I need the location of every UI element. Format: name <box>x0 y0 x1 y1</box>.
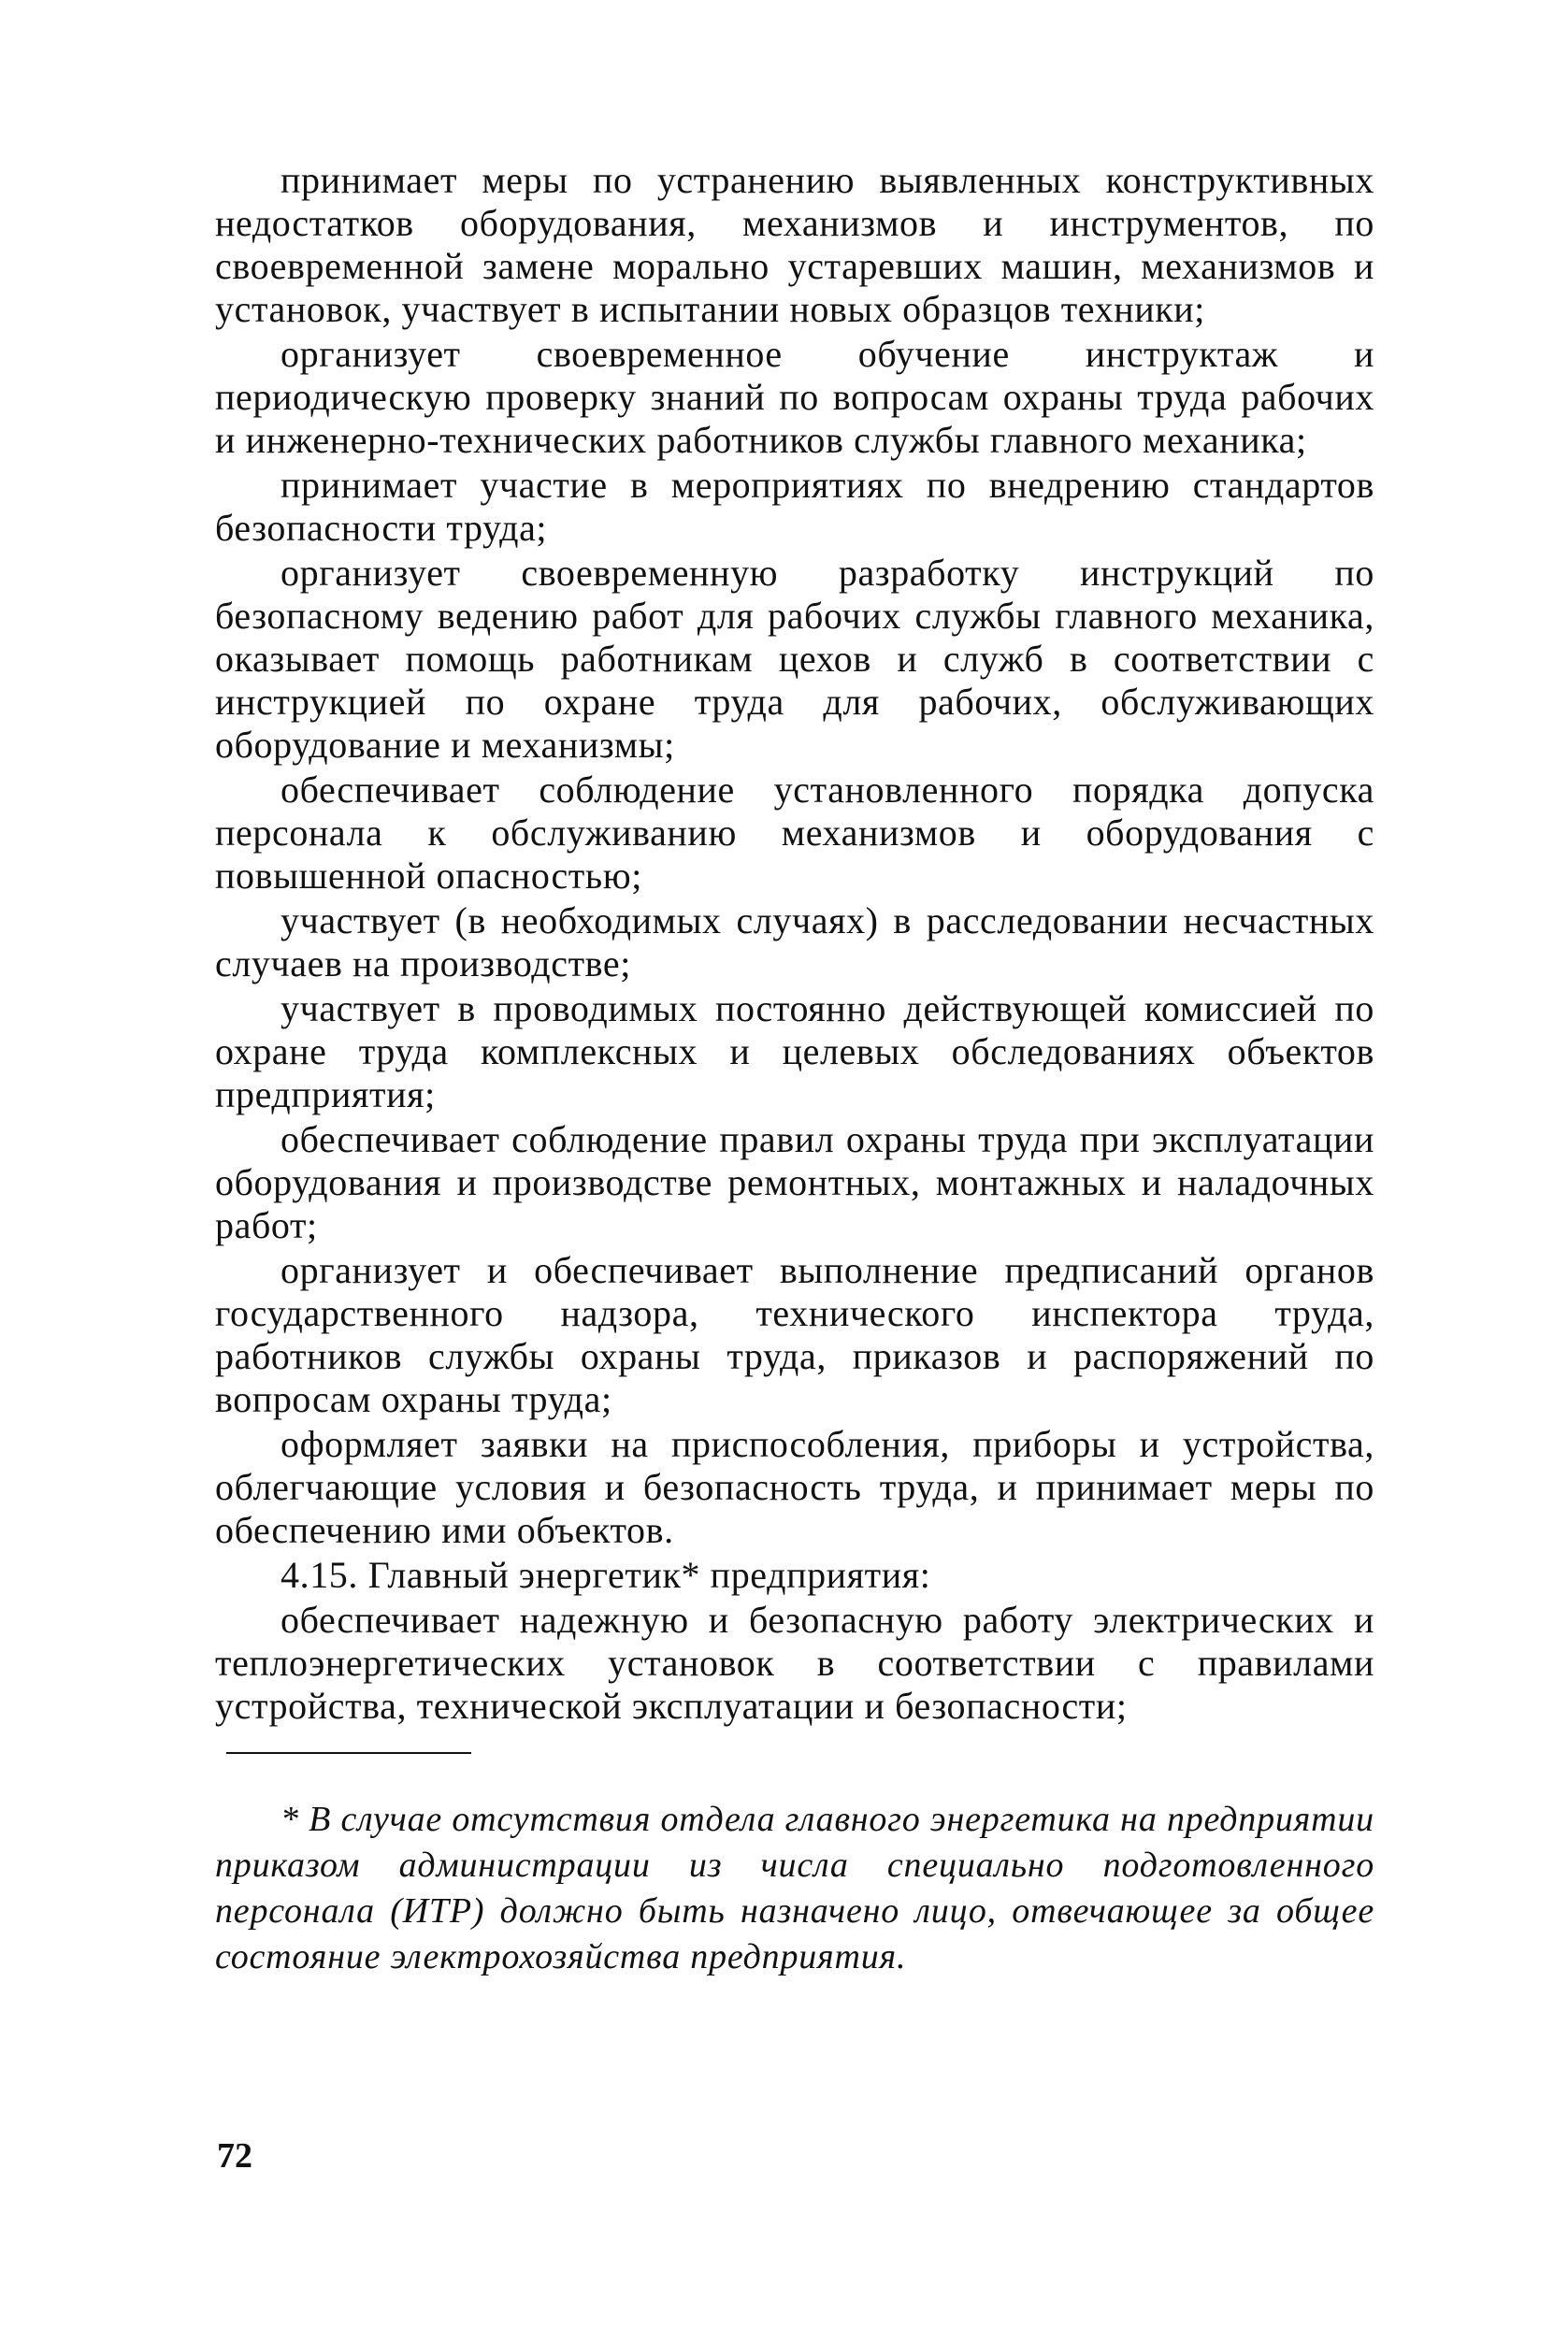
paragraph-6: участвует (в необходимых случаях) в расследовании несчастных случаев на производстве; <box>215 899 1374 984</box>
paragraph-1: принимает меры по устранению выявленных конструктивных недостатков оборудования, механизмов и инструментов, по своевременной замене морально устаревших машин, механизмов и установок, участвует в испытании новых образцов техники; <box>215 159 1374 330</box>
paragraph-10: оформляет заявки на приспособления, приборы и устройства, облегчающие условия и безопасность труда, и принимает меры по обеспечению ими объектов. <box>215 1423 1374 1551</box>
paragraph-9: организует и обеспечивает выполнение предписаний органов государственного надзора, технического инспектора труда, работников службы охраны труда, приказов и распоряжений по вопросам охраны труда; <box>215 1249 1374 1420</box>
footnote: * В случае отсутствия отдела главного энергетика на предприятии приказом администрации из числа специально подготовленного персонала (ИТР) должно быть назначено лицо, отвечающее за общее состояние электрохозяйства предприятия. <box>215 1800 1374 1976</box>
section-paragraph: обеспечивает надежную и безопасную работу электрических и теплоэнергетических установок в соответствии с правилами устройства, технической эксплуатации и безопасности; <box>215 1599 1374 1727</box>
paragraph-5: обеспечивает соблюдение установленного порядка допуска персонала к обслуживанию механизмов и оборудования с повышенной опасностью; <box>215 769 1374 897</box>
paragraph-4: организует своевременную разработку инструкций по безопасному ведению работ для рабочих службы главного механика, оказывает помощь работникам цехов и служб в соответствии с инструкцией по охране труда для рабочих, обслуживающих оборудование и механизмы; <box>215 552 1374 766</box>
paragraph-2: организует своевременное обучение инструктаж и периодическую проверку знаний по вопросам охраны труда рабочих и инженерно-технических работников службы главного механика; <box>215 333 1374 461</box>
paragraph-8: обеспечивает соблюдение правил охраны труда при эксплуатации оборудования и производстве ремонтных, монтажных и наладочных работ; <box>215 1118 1374 1246</box>
section-heading: 4.15. Главный энергетик* предприятия: <box>281 1554 931 1596</box>
footnote-divider <box>226 1752 471 1754</box>
paragraph-7: участвует в проводимых постоянно действующей комиссией по охране труда комплексных и целевых обследованиях объектов предприятия; <box>215 987 1374 1115</box>
paragraph-3: принимает участие в мероприятиях по внедрению стандартов безопасности труда; <box>215 464 1374 549</box>
page-number: 72 <box>217 2136 252 2176</box>
page-content <box>215 159 1374 1980</box>
